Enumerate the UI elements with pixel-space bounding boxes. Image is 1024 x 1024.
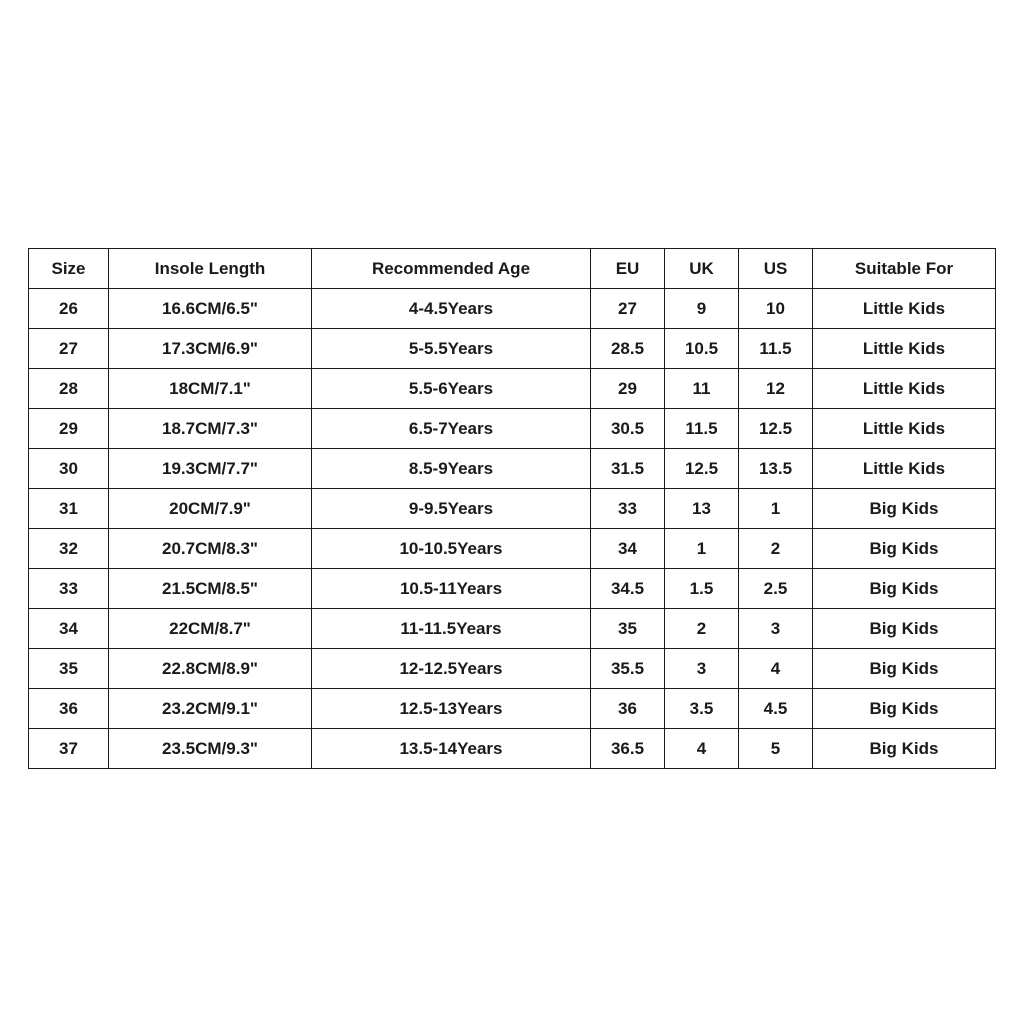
cell-insole-length: 21.5CM/8.5"	[109, 569, 312, 609]
cell-insole-length: 20.7CM/8.3"	[109, 529, 312, 569]
table-row	[29, 729, 996, 769]
table-row	[29, 369, 996, 409]
cell-us: 13.5	[739, 449, 813, 489]
cell-insole-length: 18.7CM/7.3"	[109, 409, 312, 449]
cell-recommended-age: 10.5-11Years	[312, 569, 591, 609]
cell-eu: 28.5	[591, 329, 665, 369]
cell-recommended-age: 5-5.5Years	[312, 329, 591, 369]
table-row	[29, 649, 996, 689]
cell-size: 29	[29, 409, 109, 449]
cell-recommended-age: 6.5-7Years	[312, 409, 591, 449]
cell-recommended-age: 9-9.5Years	[312, 489, 591, 529]
cell-size: 36	[29, 689, 109, 729]
cell-eu: 31.5	[591, 449, 665, 489]
cell-size: 27	[29, 329, 109, 369]
cell-suitable-for: Little Kids	[813, 329, 996, 369]
cell-us: 11.5	[739, 329, 813, 369]
cell-suitable-for: Little Kids	[813, 369, 996, 409]
table-row	[29, 529, 996, 569]
cell-suitable-for: Big Kids	[813, 609, 996, 649]
cell-us: 4	[739, 649, 813, 689]
cell-recommended-age: 12.5-13Years	[312, 689, 591, 729]
cell-suitable-for: Big Kids	[813, 489, 996, 529]
cell-suitable-for: Big Kids	[813, 649, 996, 689]
cell-insole-length: 17.3CM/6.9"	[109, 329, 312, 369]
cell-uk: 2	[665, 609, 739, 649]
cell-uk: 11.5	[665, 409, 739, 449]
cell-suitable-for: Big Kids	[813, 689, 996, 729]
table-row	[29, 569, 996, 609]
cell-recommended-age: 11-11.5Years	[312, 609, 591, 649]
cell-uk: 4	[665, 729, 739, 769]
cell-insole-length: 22CM/8.7"	[109, 609, 312, 649]
cell-suitable-for: Big Kids	[813, 569, 996, 609]
table-row	[29, 609, 996, 649]
cell-uk: 9	[665, 289, 739, 329]
cell-uk: 3	[665, 649, 739, 689]
header-eu: EU	[591, 249, 665, 289]
table-row	[29, 449, 996, 489]
cell-us: 4.5	[739, 689, 813, 729]
cell-size: 33	[29, 569, 109, 609]
cell-size: 35	[29, 649, 109, 689]
table-row	[29, 289, 996, 329]
cell-us: 10	[739, 289, 813, 329]
cell-eu: 34	[591, 529, 665, 569]
cell-size: 32	[29, 529, 109, 569]
cell-eu: 33	[591, 489, 665, 529]
cell-insole-length: 19.3CM/7.7"	[109, 449, 312, 489]
cell-us: 12	[739, 369, 813, 409]
size-rows	[29, 289, 996, 769]
cell-size: 34	[29, 609, 109, 649]
cell-suitable-for: Little Kids	[813, 449, 996, 489]
cell-size: 28	[29, 369, 109, 409]
cell-recommended-age: 12-12.5Years	[312, 649, 591, 689]
cell-size: 26	[29, 289, 109, 329]
cell-recommended-age: 4-4.5Years	[312, 289, 591, 329]
cell-insole-length: 20CM/7.9"	[109, 489, 312, 529]
table-row	[29, 329, 996, 369]
cell-insole-length: 18CM/7.1"	[109, 369, 312, 409]
cell-eu: 35.5	[591, 649, 665, 689]
header-insole-length: Insole Length	[109, 249, 312, 289]
cell-insole-length: 16.6CM/6.5"	[109, 289, 312, 329]
cell-suitable-for: Big Kids	[813, 529, 996, 569]
header-suitable-for: Suitable For	[813, 249, 996, 289]
cell-size: 37	[29, 729, 109, 769]
cell-eu: 30.5	[591, 409, 665, 449]
cell-us: 2	[739, 529, 813, 569]
header-uk: UK	[665, 249, 739, 289]
cell-insole-length: 23.5CM/9.3"	[109, 729, 312, 769]
cell-uk: 12.5	[665, 449, 739, 489]
header-size: Size	[29, 249, 109, 289]
cell-insole-length: 22.8CM/8.9"	[109, 649, 312, 689]
cell-eu: 35	[591, 609, 665, 649]
cell-uk: 1	[665, 529, 739, 569]
cell-recommended-age: 10-10.5Years	[312, 529, 591, 569]
cell-suitable-for: Little Kids	[813, 409, 996, 449]
cell-suitable-for: Big Kids	[813, 729, 996, 769]
cell-uk: 1.5	[665, 569, 739, 609]
cell-eu: 36	[591, 689, 665, 729]
header-recommended-age: Recommended Age	[312, 249, 591, 289]
header-row	[29, 249, 996, 289]
cell-us: 2.5	[739, 569, 813, 609]
cell-recommended-age: 13.5-14Years	[312, 729, 591, 769]
cell-us: 1	[739, 489, 813, 529]
cell-recommended-age: 5.5-6Years	[312, 369, 591, 409]
cell-eu: 29	[591, 369, 665, 409]
cell-uk: 13	[665, 489, 739, 529]
cell-us: 3	[739, 609, 813, 649]
cell-us: 5	[739, 729, 813, 769]
cell-uk: 11	[665, 369, 739, 409]
cell-insole-length: 23.2CM/9.1"	[109, 689, 312, 729]
cell-eu: 27	[591, 289, 665, 329]
table-row	[29, 489, 996, 529]
cell-us: 12.5	[739, 409, 813, 449]
cell-recommended-age: 8.5-9Years	[312, 449, 591, 489]
cell-eu: 34.5	[591, 569, 665, 609]
table-row	[29, 409, 996, 449]
cell-size: 31	[29, 489, 109, 529]
header-us: US	[739, 249, 813, 289]
table-row	[29, 689, 996, 729]
cell-eu: 36.5	[591, 729, 665, 769]
cell-suitable-for: Little Kids	[813, 289, 996, 329]
cell-uk: 3.5	[665, 689, 739, 729]
cell-uk: 10.5	[665, 329, 739, 369]
size-chart-table	[28, 248, 996, 769]
cell-size: 30	[29, 449, 109, 489]
